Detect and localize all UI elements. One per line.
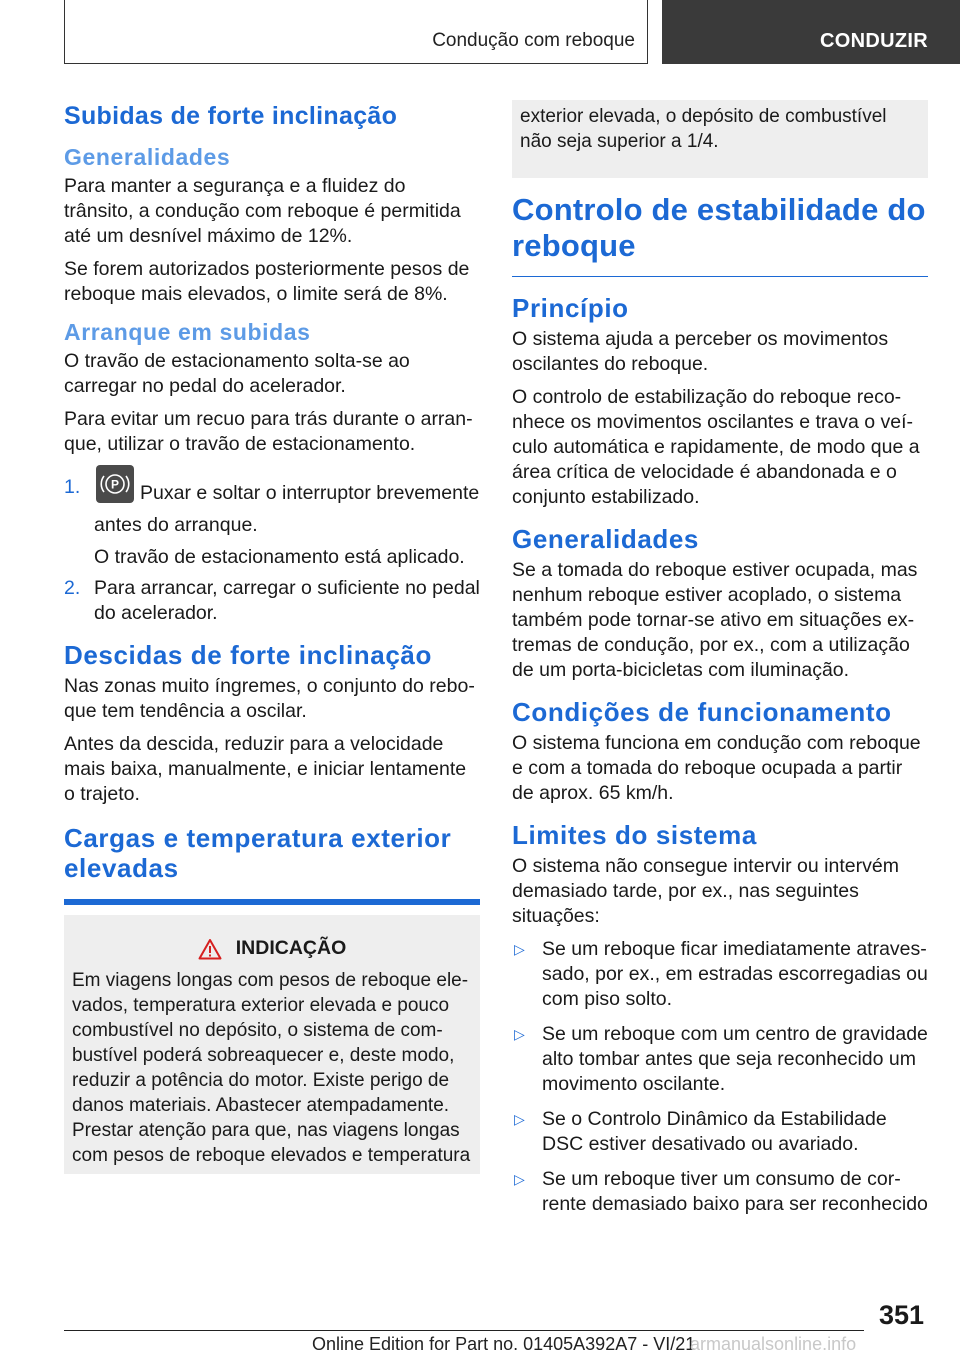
bullet-arrow-icon: ▷ [514, 1026, 525, 1042]
list-item [512, 1107, 928, 1157]
header-section-title: Condução com reboque [432, 30, 635, 51]
heading-controlo-estabilidade: Controlo de estabilidade do reboque [512, 192, 926, 263]
paragraph: Antes da descida, reduzir para a velocidade mais baixa, manualmente, e iniciar lentamente o trajeto. [64, 733, 467, 805]
paragraph: O sistema funciona em condução com reboque e com a tomada do reboque ocupada a partir de aprox. 65 km/h. [512, 732, 921, 804]
warning-box [64, 915, 480, 1174]
heading-arranque: Arranque em subidas [64, 319, 311, 345]
warning-title-row [72, 937, 472, 960]
list-item [512, 937, 928, 1012]
parking-brake-icon [96, 465, 134, 503]
heading-subidas: Subidas de forte inclinação [64, 102, 398, 130]
heading-condicoes: Condições de funcionamento [512, 697, 892, 727]
header-frame [64, 0, 648, 64]
step-text: Para arrancar, carregar o suficiente no pedal do acelerador. [94, 577, 480, 624]
warning-continuation: exterior elevada, o depósito de combustível não seja superior a 1/4. [512, 100, 928, 178]
step-item [64, 576, 480, 626]
paragraph: Para evitar um recuo para trás durante o arranque, utilizar o travão de estacionamento. [64, 408, 473, 455]
paragraph: O sistema ajuda a perceber os movimentos oscilantes do reboque. [512, 328, 889, 375]
step-result: O travão de estacionamento está aplicado. [94, 546, 465, 568]
svg-text:P: P [110, 477, 120, 492]
left-column [64, 100, 480, 1174]
watermark-site: armanualsonline.info [690, 1334, 857, 1354]
bullet-arrow-icon: ▷ [514, 941, 525, 957]
bullet-arrow-icon: ▷ [514, 1171, 525, 1187]
paragraph: O travão de estacionamento solta-se ao carregar no pedal do acelerador. [64, 350, 410, 397]
paragraph: Se forem autorizados posteriormente pesos de reboque mais elevados, o limite será de 8%. [64, 258, 470, 305]
list-item-text: Se um reboque com um centro de gravidade alto tombar antes que seja reconhecido um movimento oscilante. [542, 1023, 928, 1095]
footer-edition: Online Edition for Part no. 01405A392A7 - VI/21 [312, 1334, 696, 1354]
paragraph: Para manter a segurança e a fluidez do trânsito, a condução com reboque é permitida até um desnível máximo de 12%. [64, 175, 461, 247]
list-item-text: Se um reboque ficar imediatamente atravessado, por ex., em estradas escorregadias ou com piso solto. [542, 938, 928, 1010]
right-column [512, 100, 928, 1227]
paragraph: O controlo de estabilização do reboque reconhece os movimentos oscilantes e trava o veículo automática e rapidamente, de modo que a área crítica de velocidade é abandonada e o conjunto estabilizado. [512, 386, 920, 508]
list-item [512, 1022, 928, 1097]
warning-text: Em viagens longas com pesos de reboque elevados, temperatura exterior elevada e pouco combustível no depósito, o sistema de combustível poderá sobreaquecer e, deste modo, reduzir a potência do motor. Existe perigo de danos materiais. Abastecer atempadamente. Prestar atenção para que, nas viagens longas com pesos de reboque elevados e temperatura [72, 970, 471, 1166]
page-number: 351 [878, 1300, 924, 1330]
list-item-text: Se o Controlo Dinâmico da Estabilidade DSC estiver desativado ou avariado. [542, 1108, 887, 1155]
heading-generalidades: Generalidades [512, 524, 699, 554]
paragraph: Se a tomada do reboque estiver ocupada, mas nenhum reboque estiver acoplado, o sistema também pode tornar-se ativo em situações extremas de condução, por ex., com a utilização de um porta-bicicletas com iluminação. [512, 559, 918, 681]
heading-generalidades: Generalidades [64, 144, 231, 170]
step-number: 1. [64, 476, 81, 498]
heading-limites: Limites do sistema [512, 820, 757, 850]
step-item [64, 475, 480, 570]
heading-descidas: Descidas de forte inclinação [64, 640, 432, 670]
heading-principio: Princípio [512, 293, 629, 323]
heading-cargas: Cargas e temperatura exterior elevadas [64, 823, 452, 883]
section-rule [512, 276, 928, 277]
footer-rule [64, 1330, 864, 1331]
bullet-list [512, 937, 928, 1217]
bullet-arrow-icon: ▷ [514, 1111, 525, 1127]
list-item [512, 1167, 928, 1217]
paragraph: Nas zonas muito íngremes, o conjunto do reboque tem tendência a oscilar. [64, 675, 475, 722]
step-number: 2. [64, 577, 81, 599]
step-text: Puxar e soltar o interruptor brevemente antes do arranque. [94, 482, 480, 536]
warning-triangle-icon [198, 938, 222, 960]
paragraph: O sistema não consegue intervir ou intervém demasiado tarde, por ex., nas seguintes situações: [512, 855, 899, 927]
step-list [64, 475, 480, 626]
section-rule [64, 899, 480, 905]
header-chapter-tab: CONDUZIR [662, 0, 960, 64]
list-item-text: Se um reboque tiver um consumo de corrente demasiado baixo para ser reconhecido [542, 1168, 928, 1215]
warning-title: INDICAÇÃO [235, 937, 347, 959]
